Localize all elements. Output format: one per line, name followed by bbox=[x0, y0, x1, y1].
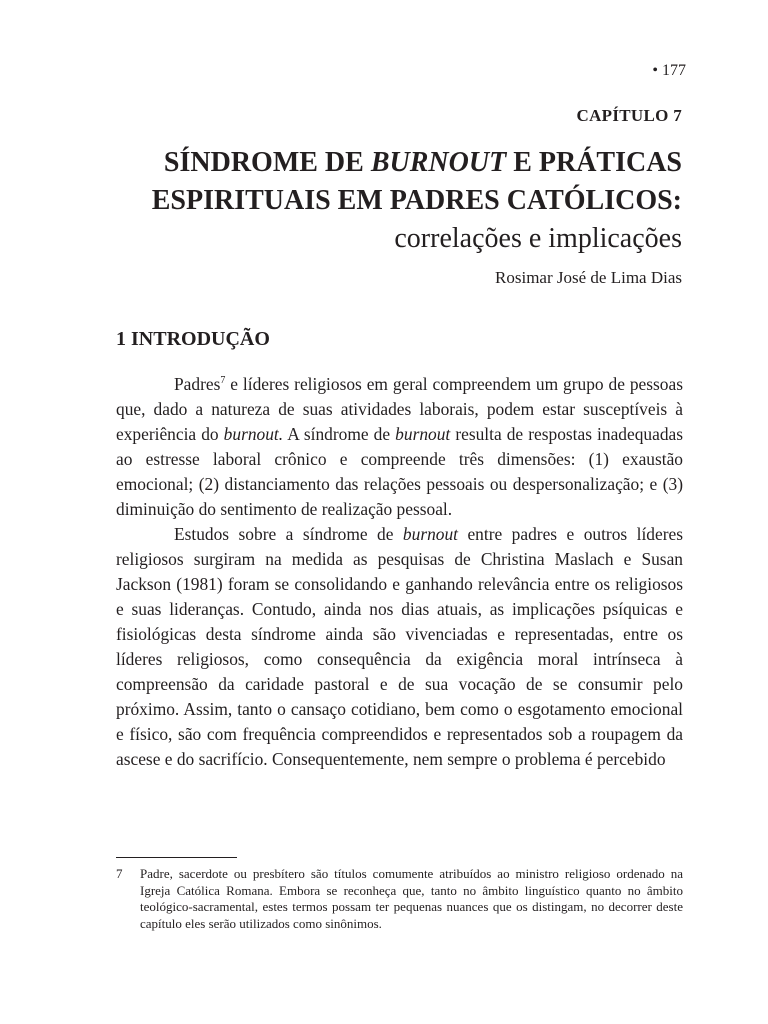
chapter-title-part1: SÍNDROME DE bbox=[163, 147, 371, 178]
p1-text-3: A síndrome de bbox=[283, 424, 396, 444]
footnote-reference[interactable]: 7 bbox=[220, 375, 226, 387]
chapter-label: CAPÍTULO 7 bbox=[576, 106, 682, 125]
p1-text-1: Padres bbox=[174, 374, 221, 394]
footnote-number: 7 bbox=[116, 866, 123, 881]
p1-text-2: e líderes religiosos em geral compreendem um grupo de pessoas que, dado a natureza de suas atividades laborais, podem estar susceptíveis à experiência do bbox=[116, 374, 683, 444]
p1-italic-1: burnout. bbox=[223, 424, 284, 444]
p1-text-4: resulta de respostas inadequadas ao estresse laboral crônico e compreende três dimensões: (1) exaustão emocional; (2) distanciamento das relações pessoais ou despersonalização; e (3) diminuição do sentimento de realização pessoal. bbox=[116, 424, 683, 519]
paragraph-1 bbox=[116, 372, 683, 522]
chapter-title-part2: E PRÁTICAS ESPIRITUAIS EM PADRES CATÓLICOS: bbox=[151, 147, 682, 216]
section-heading: 1 INTRODUÇÃO bbox=[116, 328, 270, 350]
author-name: Rosimar José de Lima Dias bbox=[495, 268, 682, 287]
footnote-divider bbox=[116, 857, 237, 858]
p2-italic-1: burnout bbox=[402, 524, 458, 544]
p1-italic-2: burnout bbox=[395, 424, 451, 444]
p2-text-2: entre padres e outros líderes religiosos surgiram na medida as pesquisas de Christina Maslach e Susan Jackson (1981) foram se consolidando e ganhando relevância entre os religiosos e suas lideranças. Contudo, ainda nos dias atuais, as implicações psíquicas e fisiológicas desta síndrome ainda são vivenciadas e representadas, entre os líderes religiosos, como consequência da exigência moral intrínseca à compreensão da caridade pastoral e de sua vocação de se consumir pelo próximo. Assim, tanto o cansaço cotidiano, bem como o esgotamento emocional e físico, são com frequência compreendidos e representados sob a roupagem da ascese e do sacrifício. Consequentemente, nem sempre o problema é percebido bbox=[116, 524, 684, 769]
footnote bbox=[116, 866, 683, 932]
footnote-text: Padre, sacerdote ou presbítero são títulos comumente atribuídos ao ministro religioso ordenado na Igreja Católica Romana. Embora se reconheça que, tanto no âmbito linguístico quanto no âmbito teológico-sacramental, estes termos possam ter pequenas nuances que os distingam, no decorrer deste capítulo eles serão utilizados como sinônimos. bbox=[140, 866, 683, 931]
page-number: • 177 bbox=[652, 62, 686, 79]
chapter-title bbox=[82, 144, 682, 258]
p2-text-1: Estudos sobre a síndrome de bbox=[174, 524, 403, 544]
body-text bbox=[116, 372, 683, 772]
chapter-subtitle: correlações e implicações bbox=[394, 223, 682, 254]
paragraph-2 bbox=[116, 522, 683, 772]
chapter-title-italic: BURNOUT bbox=[370, 147, 507, 178]
